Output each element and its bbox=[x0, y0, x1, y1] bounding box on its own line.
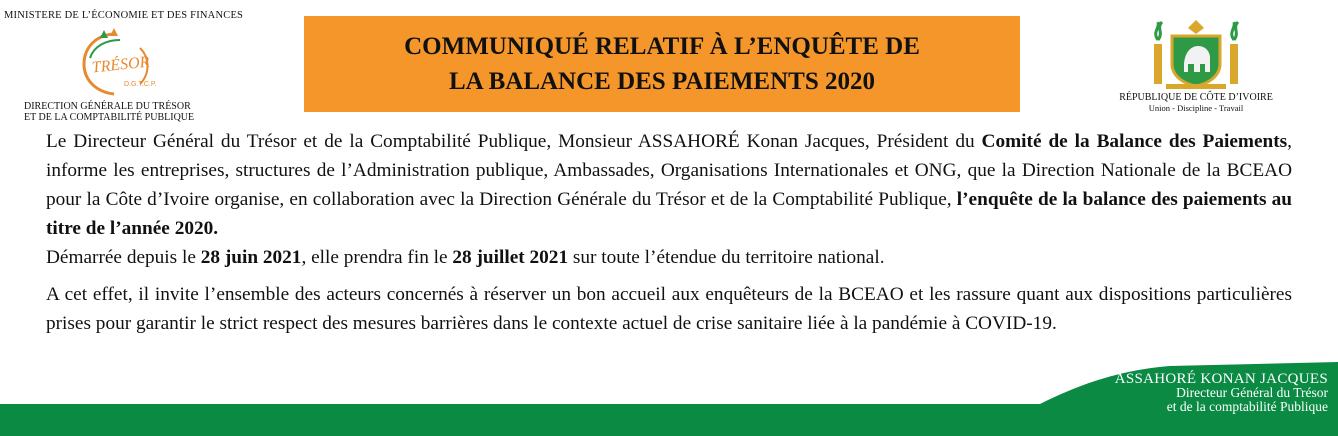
direction-line-2: ET DE LA COMPTABILITÉ PUBLIQUE bbox=[24, 112, 195, 123]
tresor-logo bbox=[70, 28, 162, 105]
direction-name bbox=[24, 101, 194, 123]
p1-text-c: , informe les entreprises, structures de l’Administration publique, Ambassades, Organisations Internationales et ONG, que la Direction Nationale de la BCEAO pour la Côte d’Ivoire organise, en collaboration avec la Direction Générale du Trésor et de la Comptabilité Publique, bbox=[46, 131, 1292, 210]
logo-subtext: D.G.T.C.P. bbox=[124, 81, 157, 88]
signatory-title-2: et de la comptabilité Publique bbox=[1166, 399, 1328, 414]
communique-body bbox=[46, 127, 1292, 338]
signature-block bbox=[1115, 372, 1328, 414]
signatory-name: ASSAHORÉ KONAN JACQUES bbox=[1114, 371, 1328, 387]
p2-text-a: Démarrée depuis le bbox=[46, 247, 201, 268]
paragraph-announcement bbox=[46, 127, 1292, 243]
paragraph-invitation: A cet effet, il invite l’ensemble des acteurs concernés à réserver un bon accueil aux enquêteurs de la BCEAO et les rassure quant aux dispositions particulières prises pour garantir le strict respect des mesures barrières dans le contexte actuel de crise sanitaire liée à la pandémie à COVID-19. bbox=[46, 284, 1292, 334]
p1-text-a: Le Directeur Général du Trésor et de la Comptabilité Publique, Monsieur ASSAHORÉ Konan Jacques, Président du bbox=[46, 131, 982, 152]
signatory-title-1: Directeur Général du Trésor bbox=[1176, 385, 1328, 400]
p2-end-date: 28 juillet 2021 bbox=[452, 247, 569, 268]
title-line-1: COMMUNIQUÉ RELATIF À L’ENQUÊTE DE bbox=[404, 33, 920, 60]
country-name: RÉPUBLIQUE DE CÔTE D’IVOIRE bbox=[1119, 92, 1273, 103]
paragraph-dates bbox=[46, 243, 1292, 272]
ministry-name: MINISTERE DE L’ÉCONOMIE ET DES FINANCES bbox=[4, 10, 244, 21]
coat-of-arms-icon bbox=[1150, 18, 1242, 90]
title-line-2: LA BALANCE DES PAIEMENTS 2020 bbox=[448, 68, 875, 95]
p2-start-date: 28 juin 2021 bbox=[200, 247, 302, 268]
p1-survey: l’enquête de la balance des paiements au titre de l’année 2020. bbox=[46, 189, 1292, 239]
national-motto: Union - Discipline - Travail bbox=[1148, 103, 1244, 113]
p1-committee: Comité de la Balance des Paiements bbox=[981, 131, 1288, 152]
direction-line-1: DIRECTION GÉNÉRALE DU TRÉSOR bbox=[24, 101, 191, 112]
p2-text-c: , elle prendra fin le bbox=[301, 247, 453, 268]
logo-text: TRÉSOR bbox=[90, 53, 151, 77]
republic-header bbox=[1096, 18, 1296, 113]
communique-title bbox=[304, 16, 1020, 112]
p2-text-e: sur toute l’étendue du territoire national. bbox=[568, 247, 885, 268]
